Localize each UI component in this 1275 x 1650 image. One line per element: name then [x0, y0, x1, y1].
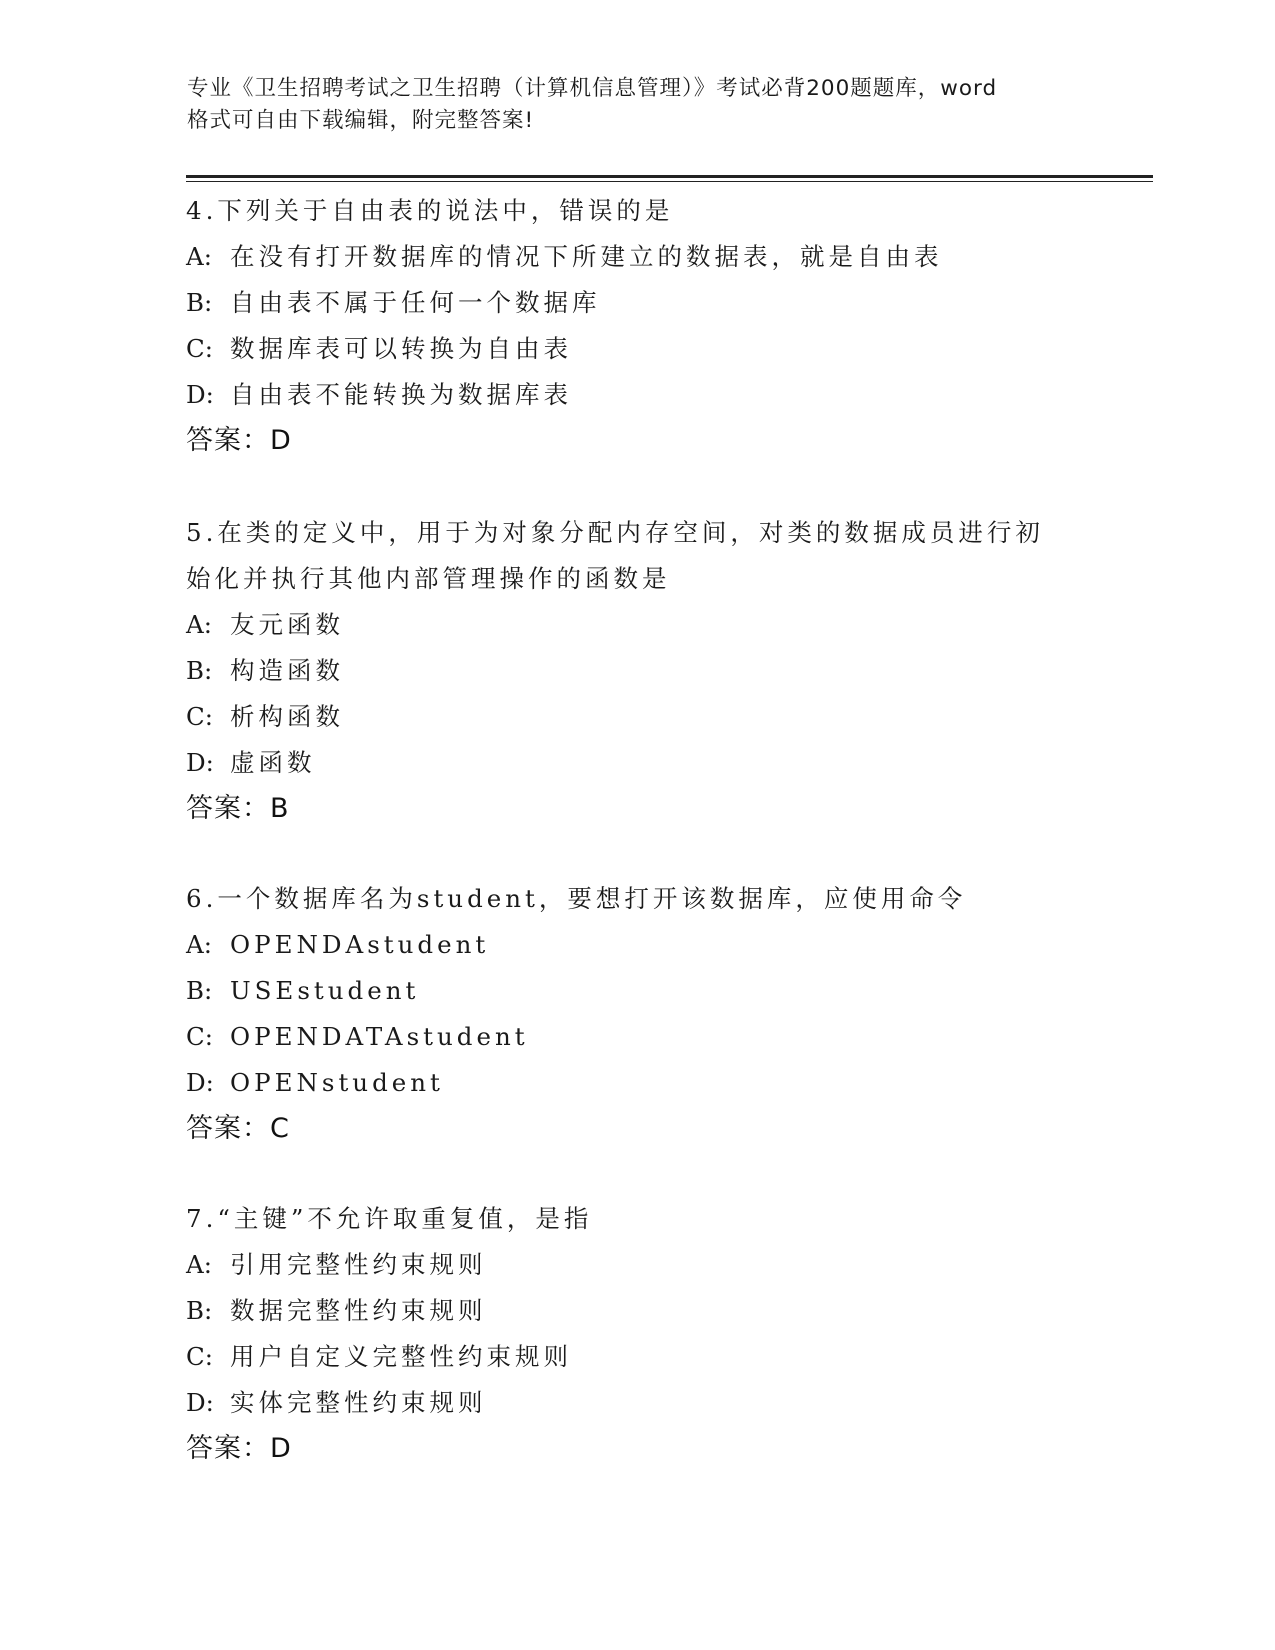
option-d — [186, 740, 1086, 786]
question-stem: 6.一个数据库名为student，要想打开该数据库，应使用命令 — [186, 884, 967, 913]
question-stem: 5.在类的定义中，用于为对象分配内存空间，对类的数据成员进行初 — [186, 518, 1044, 547]
option-letter: B: — [186, 656, 213, 685]
option-letter: A: — [186, 1250, 212, 1279]
option-letter: C: — [186, 1022, 214, 1051]
option-letter: B: — [186, 976, 213, 1005]
option-letter: C: — [186, 334, 214, 363]
option-text: 在没有打开数据库的情况下所建立的数据表，就是自由表 — [230, 242, 943, 271]
option-text: 实体完整性约束规则 — [230, 1388, 487, 1417]
question-stem: 7.“主键”不允许取重复值，是指 — [186, 1204, 593, 1233]
option-d — [186, 372, 1086, 418]
option-letter: D: — [186, 1388, 214, 1417]
option-text: 引用完整性约束规则 — [230, 1250, 487, 1279]
option-c — [186, 1014, 1086, 1060]
option-text: 数据完整性约束规则 — [230, 1296, 487, 1325]
option-letter: C: — [186, 702, 214, 731]
question-7 — [186, 1196, 1086, 1472]
option-b — [186, 968, 1086, 1014]
answer-line: 答案：C — [186, 1113, 290, 1144]
option-letter: A: — [186, 610, 212, 639]
option-letter: D: — [186, 1068, 214, 1097]
header-divider-thin — [186, 181, 1153, 182]
question-stem-continued: 始化并执行其他内部管理操作的函数是 — [186, 564, 671, 593]
question-5 — [186, 510, 1086, 832]
option-text: 用户自定义完整性约束规则 — [230, 1342, 572, 1371]
option-text: 自由表不能转换为数据库表 — [230, 380, 572, 409]
option-text: USEstudent — [230, 976, 420, 1005]
answer-line: 答案：D — [186, 1433, 292, 1464]
answer-line: 答案：D — [186, 425, 292, 456]
header-divider-thick — [186, 175, 1153, 178]
option-a — [186, 602, 1086, 648]
question-4 — [186, 188, 1086, 464]
option-b — [186, 280, 1086, 326]
option-letter: D: — [186, 380, 214, 409]
option-a — [186, 234, 1086, 280]
option-letter: A: — [186, 242, 212, 271]
option-text: 友元函数 — [230, 610, 344, 639]
option-a — [186, 922, 1086, 968]
option-letter: B: — [186, 1296, 213, 1325]
header-line-1: 专业《卫生招聘考试之卫生招聘（计算机信息管理）》考试必背200题题库，word — [187, 76, 998, 101]
option-a — [186, 1242, 1086, 1288]
question-stem: 4.下列关于自由表的说法中，错误的是 — [186, 196, 674, 225]
option-text: 构造函数 — [230, 656, 344, 685]
document-header — [187, 73, 1087, 137]
question-6 — [186, 876, 1086, 1152]
option-d — [186, 1380, 1086, 1426]
option-text: 数据库表可以转换为自由表 — [230, 334, 572, 363]
option-letter: D: — [186, 748, 214, 777]
option-text: OPENDATAstudent — [230, 1022, 529, 1051]
option-text: OPENstudent — [230, 1068, 444, 1097]
option-c — [186, 694, 1086, 740]
option-letter: B: — [186, 288, 213, 317]
option-text: 虚函数 — [230, 748, 316, 777]
option-text: 析构函数 — [230, 702, 344, 731]
option-b — [186, 1288, 1086, 1334]
option-letter: A: — [186, 930, 212, 959]
header-line-2: 格式可自由下载编辑，附完整答案! — [187, 108, 535, 133]
option-letter: C: — [186, 1342, 214, 1371]
answer-line: 答案：B — [186, 793, 290, 824]
option-c — [186, 1334, 1086, 1380]
option-c — [186, 326, 1086, 372]
option-text: 自由表不属于任何一个数据库 — [230, 288, 601, 317]
option-b — [186, 648, 1086, 694]
option-text: OPENDAstudent — [230, 930, 490, 959]
option-d — [186, 1060, 1086, 1106]
